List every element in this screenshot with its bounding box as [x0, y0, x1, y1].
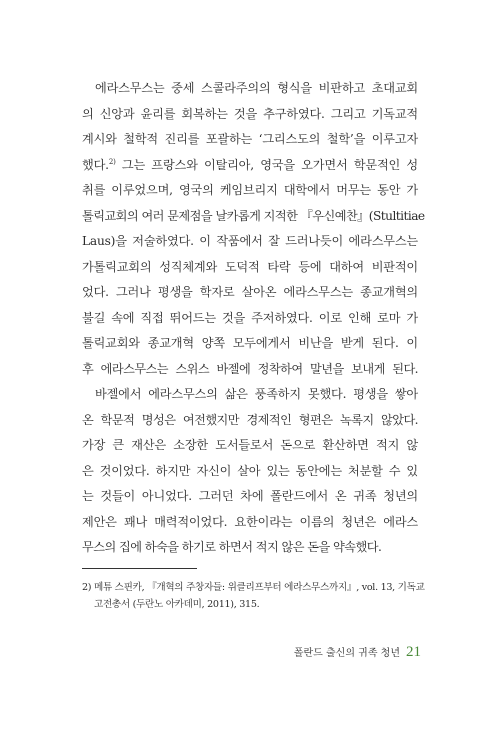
- paragraph-2-line-5: 는 것들이 아니었다. 그러던 차에 폴란드에서 온 귀족 청년의: [82, 489, 418, 503]
- footnote: [82, 579, 425, 613]
- paragraph-1-line-6: 톨릭교회의 여러 문제점을 날카롭게 지적한 『우신예찬』(Stultitiae: [82, 208, 425, 223]
- paragraph-1-line-12: 후 에라스무스는 스위스 바젤에 정착하여 말년을 보내게 된다.: [82, 361, 418, 376]
- line-4-prefix: 했다.: [82, 157, 109, 172]
- paragraph-1-line-10: 불길 속에 직접 뛰어드는 것을 주저하였다. 이로 인해 로마 가: [82, 310, 418, 325]
- footnote-divider: [82, 568, 197, 569]
- paragraph-2-line-4: 은 것이었다. 하지만 자신이 살아 있는 동안에는 처분할 수 있: [82, 463, 418, 478]
- paragraph-1-line-1: 에라스무스는 중세 스콜라주의의 형식을 비판하고 초대교회: [95, 81, 418, 95]
- running-title: 폴란드 출신의 귀족 청년: [293, 648, 400, 659]
- footnote-reference: 2): [108, 157, 116, 166]
- paragraph-2-line-3: 가장 큰 재산은 소장한 도서들로서 돈으로 환산하면 적지 않: [82, 438, 418, 452]
- paragraph-2-line-2: 온 학문적 명성은 여전했지만 경제적인 형편은 녹록지 않았다.: [82, 412, 418, 427]
- page-number: 21: [406, 644, 421, 660]
- paragraph-1-line-4: [82, 153, 418, 179]
- footnote-line-1: 2) 메튜 스핀카, 『개혁의 주창자들: 위클리프부터 에라스무스까지』, vol. 13, 기독교: [82, 582, 425, 593]
- paragraph-1-line-2: 의 신앙과 윤리를 회복하는 것을 추구하였다. 그리고 기독교적: [82, 106, 418, 121]
- body-text: [82, 76, 425, 561]
- footnote-line-2: 고전총서 (두란노 아카데미, 2011), 315.: [94, 599, 260, 610]
- paragraph-1-line-9: 었다. 그러나 평생을 학자로 살아온 에라스무스는 종교개혁의: [82, 285, 418, 299]
- paragraph-1-line-8: 가톨릭교회의 성직체계와 도덕적 타락 등에 대하여 비판적이: [82, 259, 418, 274]
- paragraph-2-line-7: 무스의 집에 하숙을 하기로 하면서 적지 않은 돈을 약속했다.: [82, 540, 382, 554]
- paragraph-2-line-1: 바젤에서 에라스무스의 삶은 풍족하지 못했다. 평생을 쌓아: [95, 387, 418, 401]
- line-4-rest: 그는 프랑스와 이탈리아, 영국을 오가면서 학문적인 성: [121, 157, 418, 172]
- paragraph-2-line-6: 제안은 꽤나 매력적이었다. 요한이라는 이름의 청년은 에라스: [82, 514, 418, 529]
- paragraph-1-line-11: 톨릭교회와 종교개혁 양쪽 모두에게서 비난을 받게 된다. 이: [82, 336, 418, 350]
- paragraph-1-line-7: Laus)을 저술하였다. 이 작품에서 잘 드러나듯이 에라스무스는: [82, 234, 418, 248]
- paragraph-1-line-3: 계시와 철학적 진리를 포괄하는 ‘그리스도의 철학’을 이루고자: [82, 132, 418, 146]
- running-footer: [294, 644, 421, 662]
- paragraph-1-line-5: 취를 이루었으며, 영국의 케임브리지 대학에서 머무는 동안 가: [82, 183, 418, 197]
